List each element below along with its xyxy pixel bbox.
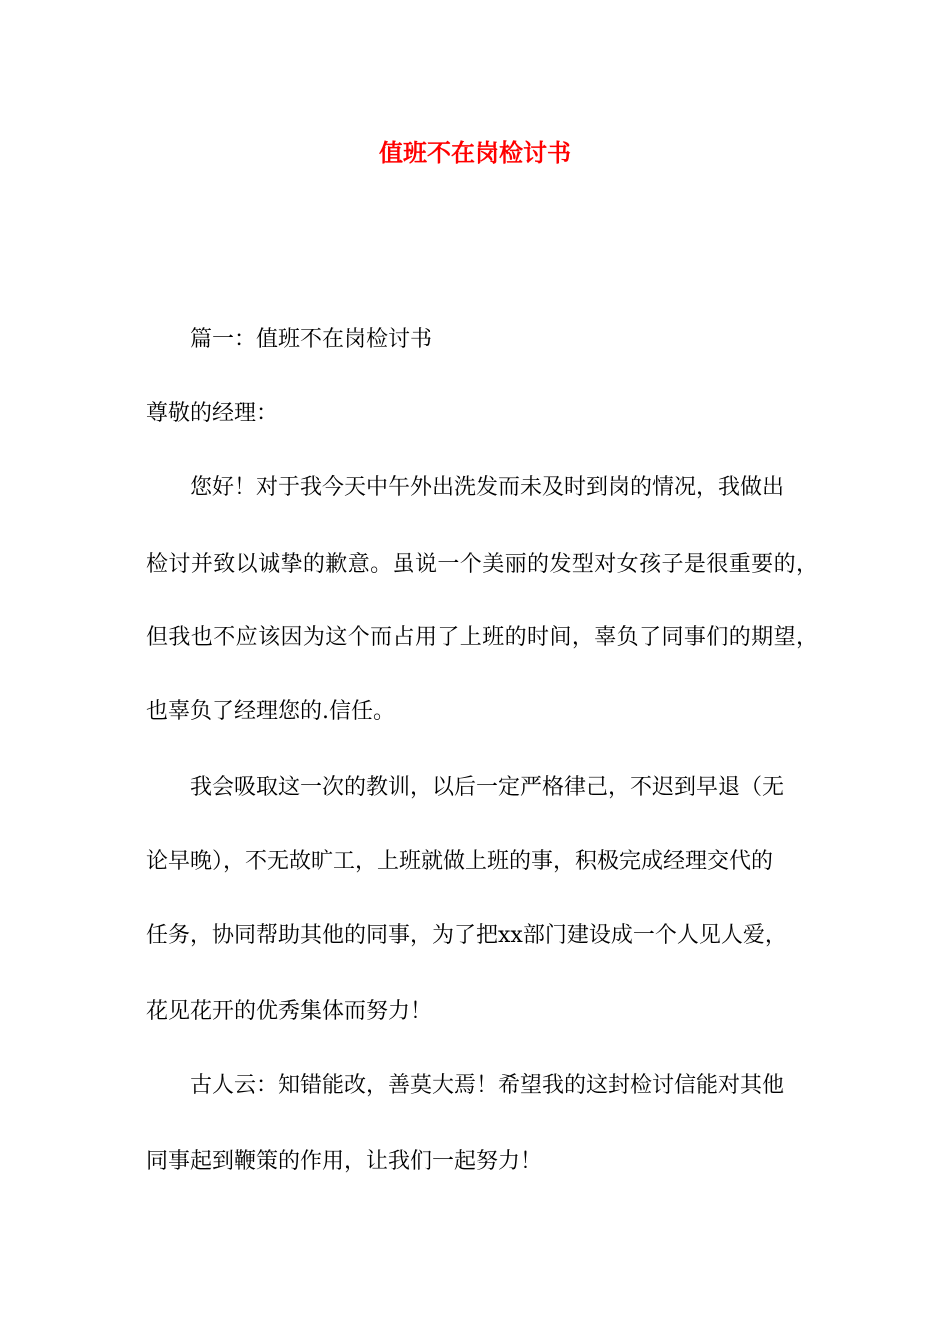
document-title: 值班不在岗检讨书: [379, 138, 571, 167]
paragraph-3-line-1: 古人云：知错能改，善莫大焉！希望我的这封检讨信能对其他: [190, 1073, 785, 1098]
paragraph-2-line-2: 论早晚），不无故旷工，上班就做上班的事，积极完成经理交代的: [146, 849, 774, 874]
paragraph-1-line-1: 您好！对于我今天中午外出洗发而未及时到岗的情况，我做出: [190, 475, 785, 500]
paragraph-2-line-4: 花见花开的优秀集体而努力！: [146, 999, 433, 1024]
paragraph-1-line-4: 也辜负了经理您的.信任。: [146, 699, 395, 724]
paragraph-2-line-3: 任务，协同帮助其他的同事，为了把xx部门建设成一个人见人爱，: [146, 923, 787, 948]
paragraph-2-line-1: 我会吸取这一次的教训，以后一定严格律己，不迟到早退（无: [190, 775, 785, 800]
section-heading: 篇一：值班不在岗检讨书: [190, 327, 433, 352]
salutation: 尊敬的经理：: [146, 401, 279, 426]
paragraph-1-line-3: 但我也不应该因为这个而占用了上班的时间，辜负了同事们的期望，: [146, 625, 818, 650]
paragraph-1-line-2: 检讨并致以诚挚的歉意。虽说一个美丽的发型对女孩子是很重要的，: [146, 552, 818, 577]
paragraph-3-line-2: 同事起到鞭策的作用，让我们一起努力！: [146, 1149, 543, 1174]
